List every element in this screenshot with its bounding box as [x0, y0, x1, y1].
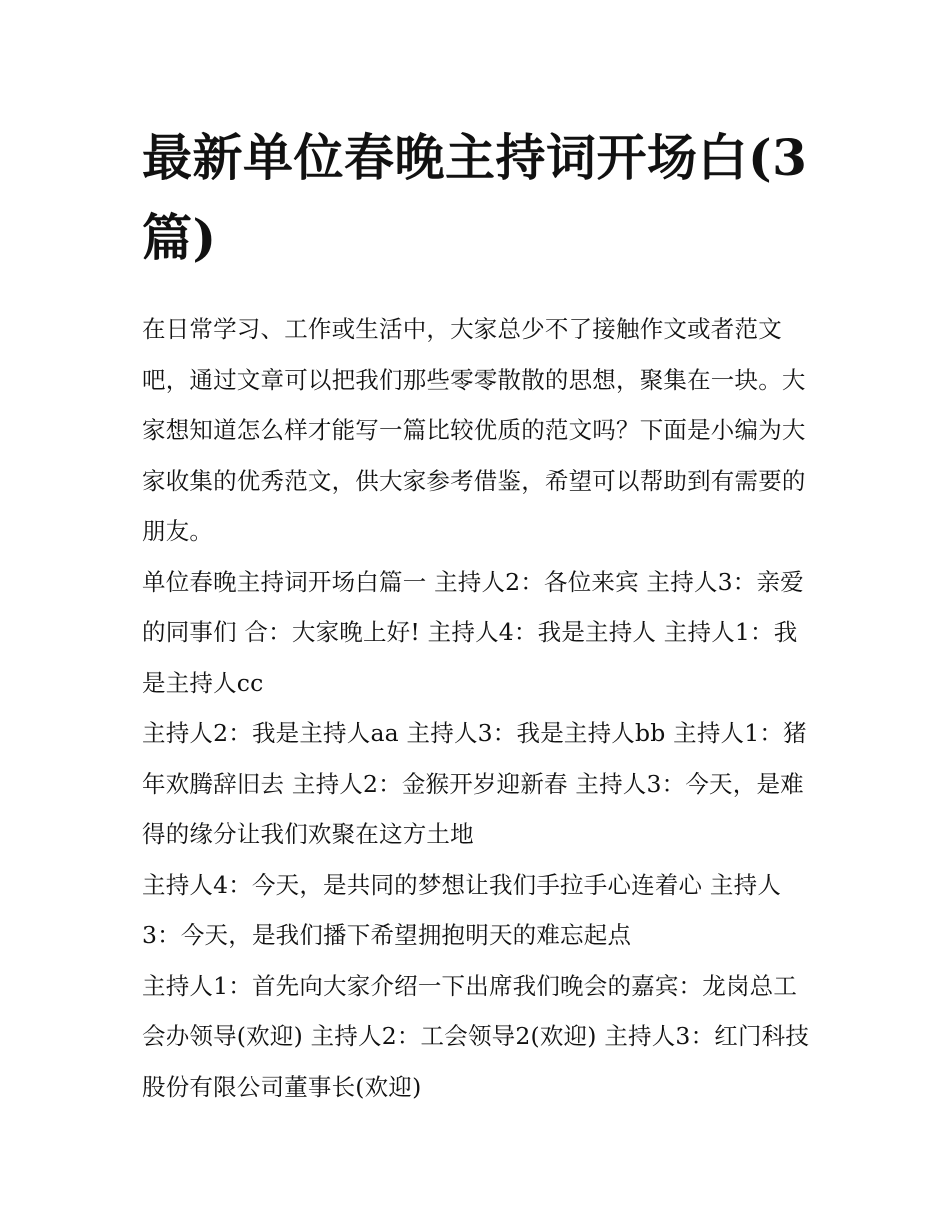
body-paragraph-2: 主持人2：我是主持人aa 主持人3：我是主持人bb 主持人1：猪年欢腾辞旧去 主持人2：金猴开岁迎新春 主持人3：今天，是难得的缘分让我们欢聚在这方土地 [142, 719, 807, 848]
intro-paragraph: 在日常学习、工作或生活中，大家总少不了接触作文或者范文吧，通过文章可以把我们那些零零散散的思想，聚集在一块。大家想知道怎么样才能写一篇比较优质的范文吗？下面是小编为大家收集的优秀范文，供大家参考借鉴，希望可以帮助到有需要的朋友。 [142, 315, 806, 545]
body-paragraph-4: 主持人1：首先向大家介绍一下出席我们晚会的嘉宾：龙岗总工会办领导(欢迎) 主持人2：工会领导2(欢迎) 主持人3：红门科技股份有限公司董事长(欢迎) [142, 971, 810, 1101]
body-paragraph-1: 单位春晚主持词开场白篇一 主持人2：各位来宾 主持人3：亲爱的同事们 合：大家晚上好! 主持人4：我是主持人 主持人1：我是主持人cc [142, 567, 804, 697]
document-title: 最新单位春晚主持词开场白(3篇) [142, 128, 808, 267]
document-page [142, 118, 814, 1112]
body-paragraph-3: 主持人4：今天，是共同的梦想让我们手拉手心连着心 主持人3：今天，是我们播下希望拥抱明天的难忘起点 [142, 870, 782, 949]
